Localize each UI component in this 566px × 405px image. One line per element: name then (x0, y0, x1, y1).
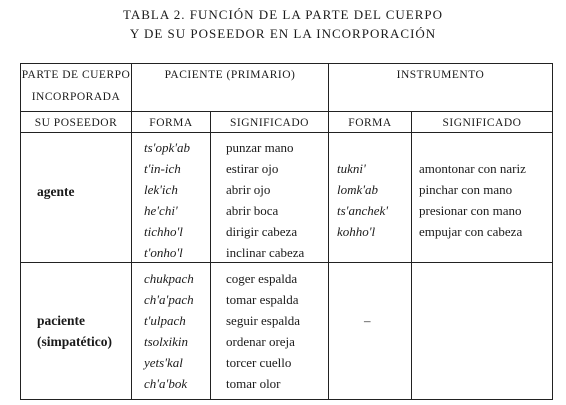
header-paciente: PACIENTE (PRIMARIO) (164, 69, 296, 81)
list-item: tsolxikin (144, 334, 189, 349)
list-item: chukpach (144, 271, 194, 286)
list-item: t'ulpach (144, 313, 186, 328)
header-parte-cuerpo-line2: INCORPORADA (31, 91, 121, 103)
divider-paciente-instrumento (328, 64, 329, 400)
row-label-agente: agente (37, 184, 75, 199)
list-item: yets'kal (144, 355, 183, 370)
paciente-pac-significado-list (226, 268, 300, 394)
list-item: inclinar cabeza (226, 245, 305, 260)
list-item: empujar con cabeza (419, 224, 523, 239)
list-item: seguir espalda (226, 313, 301, 328)
row-label-paciente: paciente (37, 313, 85, 328)
subheader-pac-significado: SIGNIFICADO (230, 117, 309, 129)
agente-pac-significado-list (226, 137, 304, 263)
list-item: dirigir cabeza (226, 224, 298, 239)
list-item: he'chi' (144, 203, 178, 218)
table-title-line-1: TABLA 2. FUNCIÓN DE LA PARTE DEL CUERPO (122, 7, 444, 22)
list-item: tukni' (337, 161, 366, 176)
subheader-divider (21, 132, 552, 133)
list-item: abrir ojo (226, 182, 271, 197)
list-item: t'onho'l (144, 245, 183, 260)
subheader-ins-significado: SIGNIFICADO (442, 117, 522, 129)
list-item: presionar con mano (419, 203, 522, 218)
list-item: coger espalda (226, 271, 298, 286)
list-item: lomk'ab (337, 182, 379, 197)
divider-forma-significado-pac (210, 111, 211, 400)
row-label-simpatetico: (simpatético) (37, 334, 112, 349)
list-item: tomar olor (226, 376, 281, 391)
agente-ins-significado-list (419, 158, 526, 242)
list-item: ts'anchek' (337, 203, 389, 218)
list-item: ts'opk'ab (144, 140, 191, 155)
list-item: ch'a'bok (144, 376, 188, 391)
list-item: amontonar con nariz (419, 161, 526, 176)
agente-pac-forma-list (144, 137, 190, 263)
header-divider (21, 111, 552, 112)
list-item: t'in-ich (144, 161, 181, 176)
list-item: pinchar con mano (419, 182, 513, 197)
divider-forma-significado-ins (411, 111, 412, 400)
list-item: ordenar oreja (226, 334, 295, 349)
list-item: punzar mano (226, 140, 294, 155)
subheader-ins-forma: FORMA (348, 117, 392, 129)
paciente-pac-forma-list (144, 268, 194, 394)
list-item: kohho'l (337, 224, 376, 239)
table-title-line-2: Y DE SU POSEEDOR EN LA INCORPORACIÓN (129, 26, 437, 41)
header-instrumento: INSTRUMENTO (396, 69, 485, 81)
list-item: lek'ich (144, 182, 178, 197)
list-item: ch'a'pach (144, 292, 194, 307)
divider-col1 (131, 64, 132, 400)
empty-instrument-dash: – (364, 313, 371, 328)
list-item: abrir boca (226, 203, 279, 218)
subheader-poseedor: SU POSEEDOR (34, 117, 118, 129)
list-item: estirar ojo (226, 161, 279, 176)
list-item: tomar espalda (226, 292, 299, 307)
list-item: torcer cuello (226, 355, 292, 370)
subheader-pac-forma: FORMA (149, 117, 193, 129)
agente-ins-forma-list (337, 158, 388, 242)
header-parte-cuerpo-line1: PARTE DE CUERPO (21, 69, 131, 81)
list-item: tichho'l (144, 224, 183, 239)
incorporation-table (20, 63, 553, 400)
